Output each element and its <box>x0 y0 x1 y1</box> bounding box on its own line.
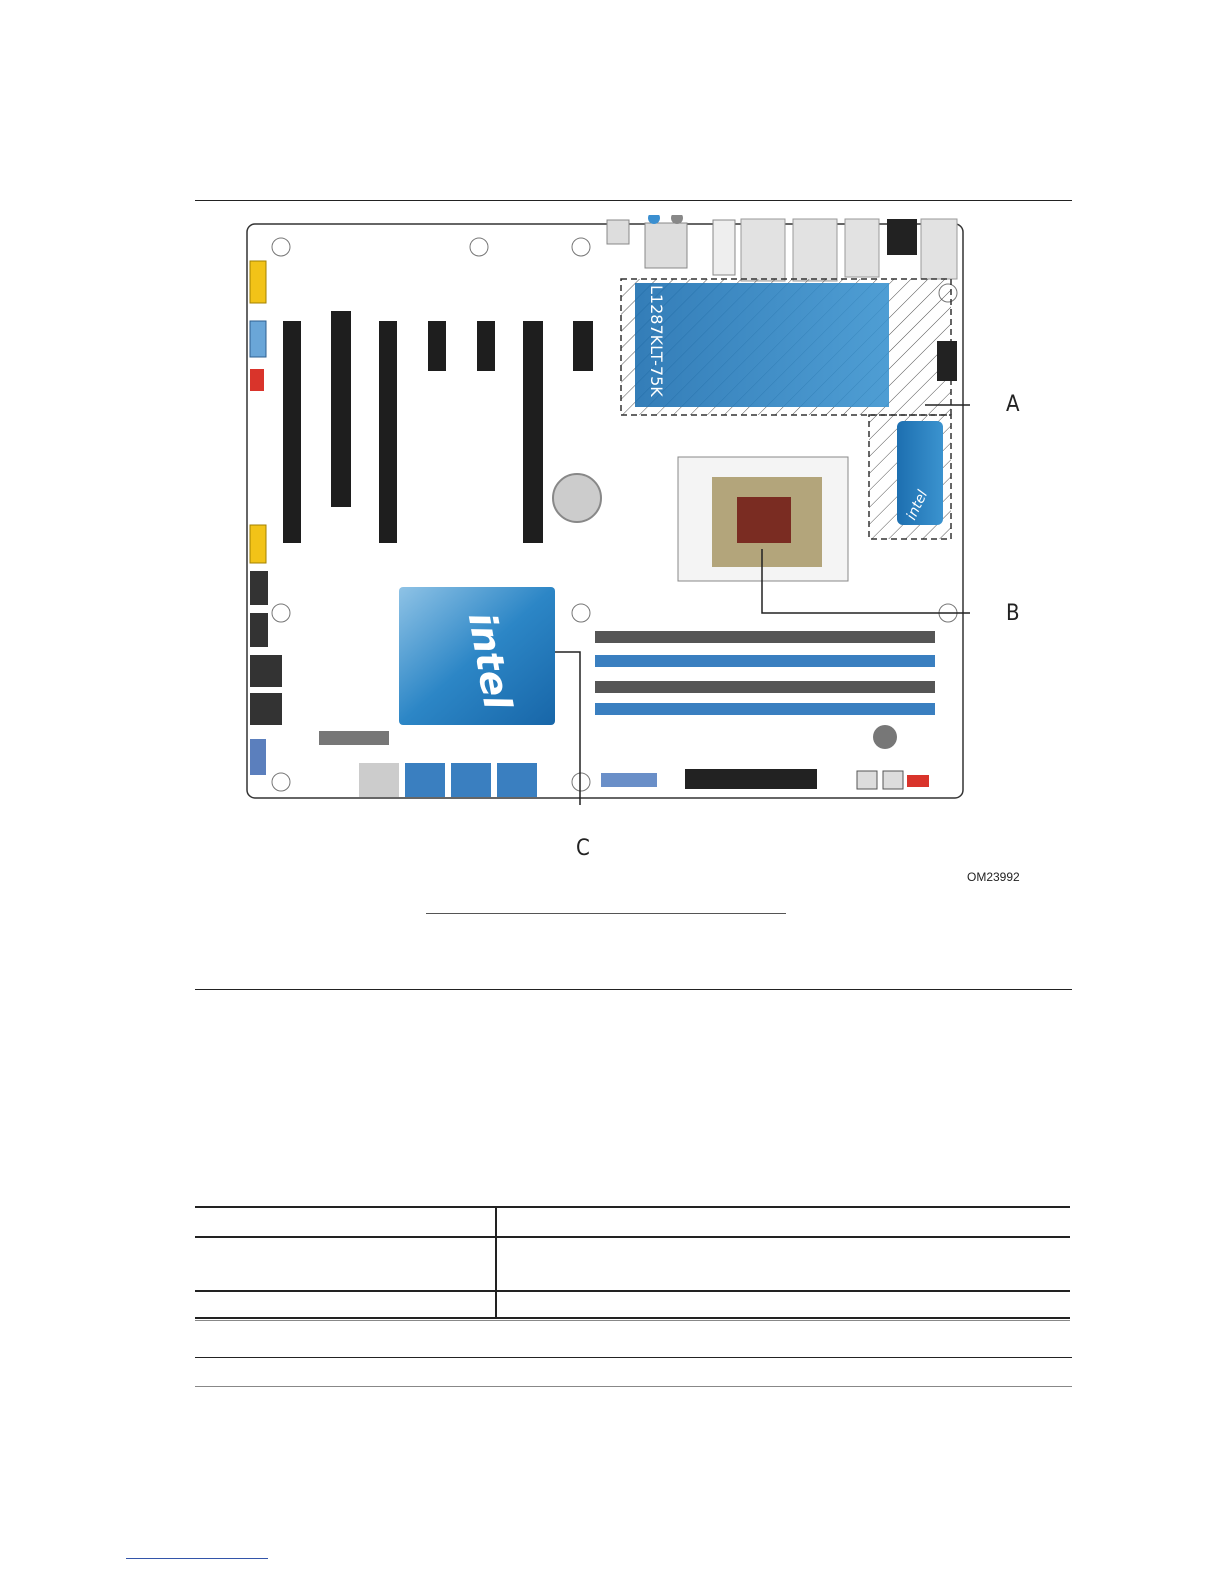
table-cell-description <box>496 1237 1070 1291</box>
note-rule-top <box>195 1320 1070 1321</box>
chipset-logo: intel <box>903 487 932 523</box>
caption-underline <box>426 913 786 914</box>
cmos-battery <box>553 474 601 522</box>
table-row <box>195 1207 1070 1237</box>
figure-id: OM23992 <box>967 870 1020 884</box>
section-rule <box>195 989 1072 990</box>
table-row <box>195 1237 1070 1291</box>
callout-a: A <box>1006 392 1020 417</box>
table-cell-description <box>496 1207 1070 1237</box>
table-cell-item <box>195 1207 496 1237</box>
footer-link-underline[interactable] <box>126 1558 268 1559</box>
table-cell-description <box>496 1291 1070 1318</box>
motherboard-figure <box>245 215 970 805</box>
callout-c: C <box>576 836 590 861</box>
module-marking: L1287KLT-75K <box>647 285 666 397</box>
table-cell-item <box>195 1291 496 1318</box>
note-rule-bottom <box>195 1386 1072 1387</box>
callout-b: B <box>1006 601 1020 626</box>
heatsink-logo: intel <box>459 609 520 713</box>
cpu-socket-pins <box>737 497 791 543</box>
note-rule-mid <box>195 1357 1072 1358</box>
table-cell-item <box>195 1237 496 1291</box>
top-rule <box>195 200 1072 201</box>
table-row <box>195 1291 1070 1318</box>
component-table <box>195 1206 1070 1319</box>
motherboard-diagram <box>245 215 970 805</box>
cpu-power-connector <box>937 341 957 381</box>
vrm-heatsink <box>635 283 889 407</box>
